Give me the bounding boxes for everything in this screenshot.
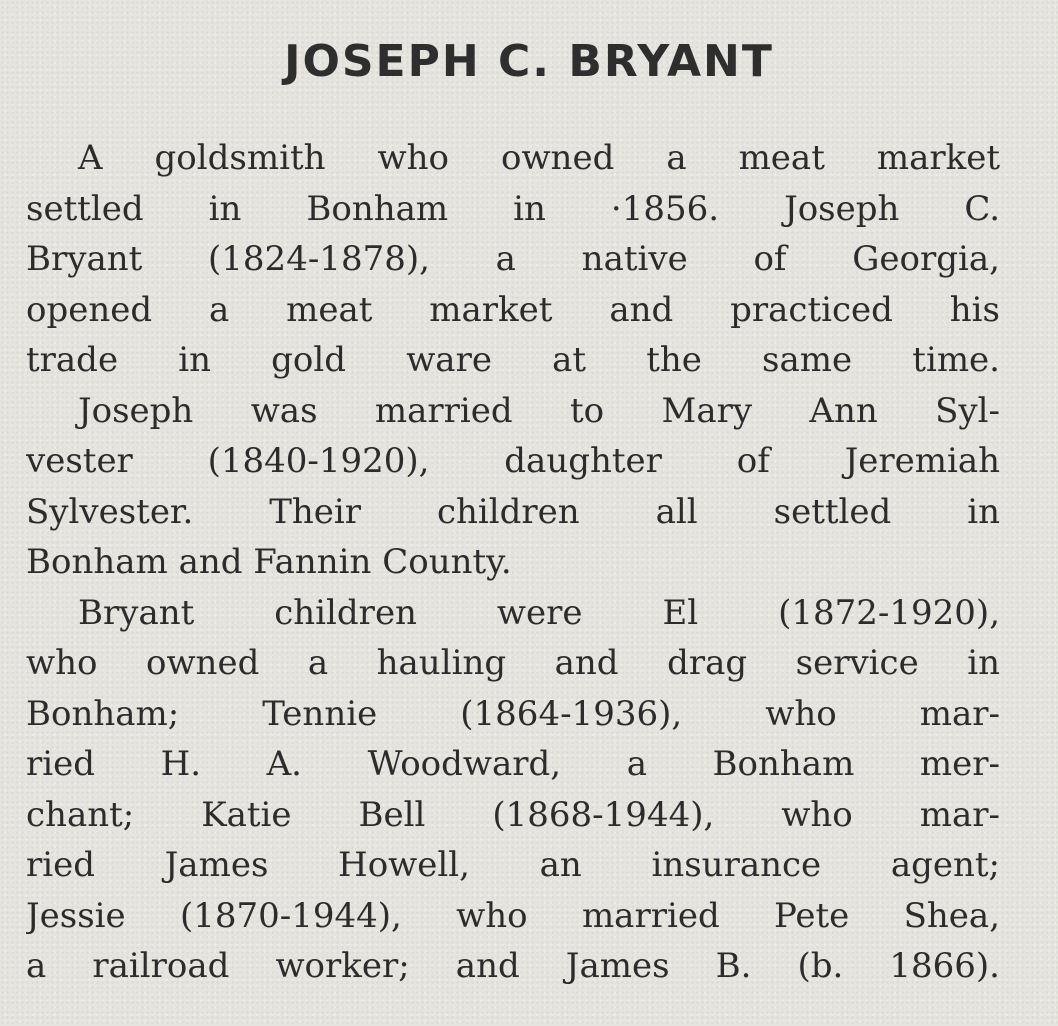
paragraph-2-line-3: Sylvester. Their children all settled in <box>26 491 1000 532</box>
paragraph-1-line-4: opened a meat market and practiced his <box>26 289 1000 330</box>
paragraph-3-line-6: ried James Howell, an insurance agent; <box>26 845 1000 885</box>
paragraph-2-line-2: vester (1840-1920), daughter of Jeremiah <box>26 441 1000 481</box>
paragraph-3-line-1: Bryant children were El (1872-1920), <box>78 592 1000 633</box>
paragraph-1-line-3: Bryant (1824-1878), a native of Georgia, <box>26 239 1000 279</box>
paragraph-3-line-4: ried H. A. Woodward, a Bonham mer- <box>26 744 1000 784</box>
paragraph-1-line-5: trade in gold ware at the same time. <box>26 340 1000 380</box>
paragraph-3-line-2: who owned a hauling and drag service in <box>26 643 1000 683</box>
paragraph-3-line-3: Bonham; Tennie (1864-1936), who mar- <box>26 693 1000 734</box>
paragraph-1-line-1: A goldsmith who owned a meat market <box>78 138 1000 178</box>
paragraph-3-line-8: a railroad worker; and James B. (b. 1866). <box>26 946 1000 986</box>
article-title: JOSEPH C. BRYANT <box>284 36 774 87</box>
paragraph-2-line-4: Bonham and Fannin County. <box>26 542 512 582</box>
article-body <box>26 133 1000 992</box>
paragraph-1-line-2: settled in Bonham in ·1856. Joseph C. <box>26 188 1000 229</box>
paragraph-3-line-5: chant; Katie Bell (1868-1944), who mar- <box>26 794 1000 835</box>
paragraph-2-line-1: Joseph was married to Mary Ann Syl- <box>78 390 1000 431</box>
paragraph-3-line-7: Jessie (1870-1944), who married Pete Shea, <box>26 895 1000 936</box>
